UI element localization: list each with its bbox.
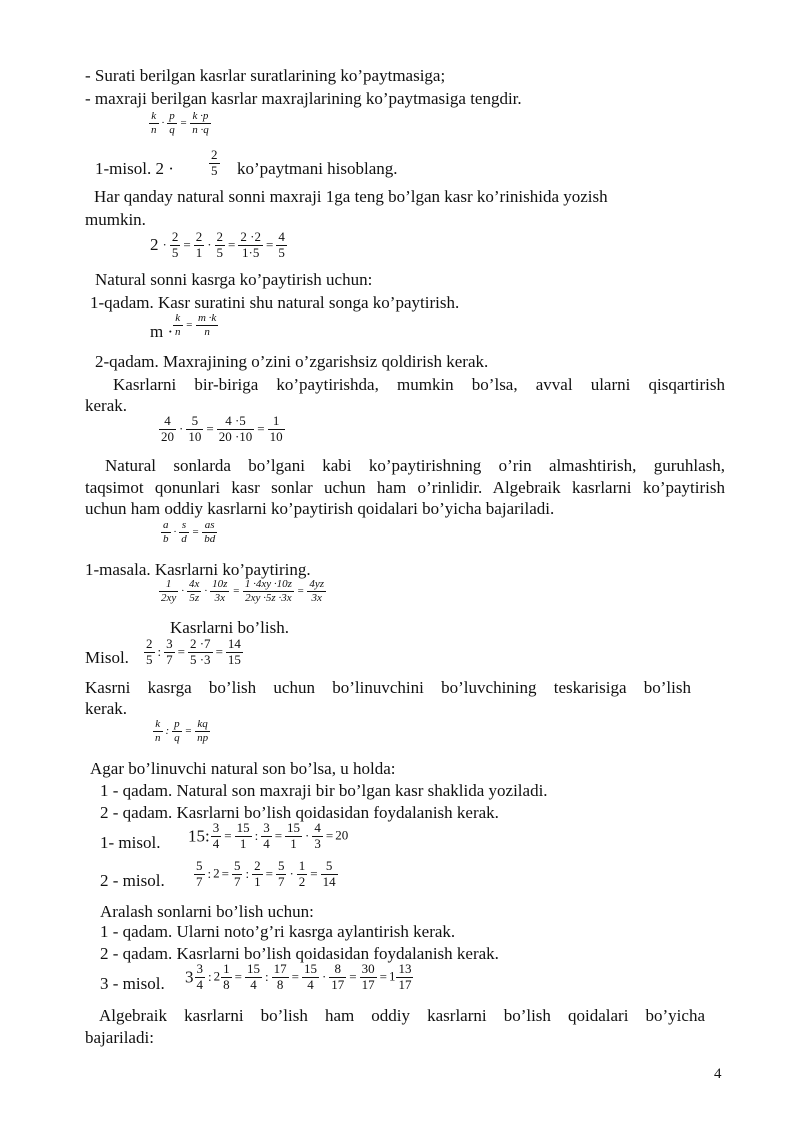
formula-division-example-2: $\frac{5}{7}$ : 2 = $\frac{5}{7}$ : $\frac{2}{1}$ = $\frac{5}{7}$ · $\frac{1}{2}$ = $\frac{5}{14}$ [196,858,336,889]
mixed-example-3-label: 3 - misol. [100,974,165,993]
division-example-2-label: 2 - misol. [100,871,165,890]
formula-m-times-fraction: $\frac{k}{n}$ = $\frac{m \cdot k}{n}$ [175,312,217,338]
paragraph-natural-a: Har qanday natural sonni maxraji 1ga teng bo’lgan kasr ko’rinishida yozish [94,187,608,206]
rule-line-numerator: - Surati berilgan kasrlar suratlarining ko’paytmasiga; [85,66,446,85]
heading-natural-times-fraction: Natural sonni kasrga ko’paytirish uchun: [95,270,373,289]
paragraph-laws-a: Natural sonlarda bo’lgani kabi ko’paytirishning o’rin almashtirish, guruhlash, [105,456,725,475]
formula-fraction-product: $\frac{k}{n}$ · $\frac{p}{q}$ = $\frac{k \cdot p}{n \cdot q}$ [151,110,209,136]
formula-reduce-example: $\frac{4}{20}$ · $\frac{5}{10}$ = $\frac{4 \cdot 5}{20 \cdot 10}$ = $\frac{1}{10}$ [161,413,283,444]
formula-division-general: $\frac{k}{n}$ : $\frac{p}{q}$ = $\frac{kq}{np}$ [155,718,209,744]
heading-natural-dividend: Agar bo’linuvchi natural son bo’lsa, u holda: [90,759,396,778]
paragraph-algebraic-division-a: Algebraik kasrlarni bo’lish ham oddiy kasrlarni bo’lish qoidalari bo’yicha [99,1006,705,1025]
paragraph-natural-b: mumkin. [85,210,146,229]
section-title-division: Kasrlarni bo’lish. [170,618,289,637]
paragraph-reduce-b: kerak. [85,396,128,415]
paragraph-algebraic-division-b: bajariladi: [85,1028,154,1047]
paragraph-laws-c: uchun ham oddiy kasrlarni ko’paytirish qoidalari bo’yicha bajariladi. [85,499,555,518]
formula-mixed-example-3: 3 $\frac{3}{4}$ : 2 $\frac{1}{8}$ = $\frac{15}{4}$ : $\frac{17}{8}$ = $\frac{15}{4}$ · $\frac{8}{17}$ = $\frac{30}{17}$ = 1 $\frac{13}{17}$ [185,961,412,992]
rule-line-denominator: - maxraji berilgan kasrlar maxrajlarining ko’paytmasiga tengdir. [85,89,522,108]
page-number: 4 [714,1066,722,1082]
formula-division-example-1: 15: $\frac{3}{4}$ = $\frac{15}{1}$ : $\frac{3}{4}$ = $\frac{15}{1}$ · $\frac{4}{3}$ = 20 [188,820,349,851]
paragraph-reduce-a: Kasrlarni bir-biriga ko’paytirishda, mumkin bo’lsa, avval ularni qisqartirish [113,375,725,394]
step-1: 1-qadam. Kasr suratini shu natural songa ko’paytirish. [90,293,460,312]
division-example-1-result: 20 [335,827,349,843]
heading-mixed-numbers: Aralash sonlarni bo’lish uchun: [100,902,314,921]
paragraph-division-rule-b: kerak. [85,699,128,718]
formula-division-example: $\frac{2}{5}$ : $\frac{3}{7}$ = $\frac{2 \cdot 7}{5 \cdot 3}$ = $\frac{14}{15}$ [146,636,241,667]
example-1-text: ko’paytmani hisoblang. [237,159,398,178]
paragraph-laws-b: taqsimot qonunlari kasr sonlar uchun ham o’rinlidir. Algebraik kasrlarni ko’paytirish [85,478,725,497]
formula-problem-1: $\frac{1}{2xy}$ · $\frac{4x}{5z}$ · $\frac{10z}{3x}$ = $\frac{1 \cdot 4xy \cdot 10z}{2xy \cdot 5z \cdot 3x}$ = $\frac{4yz}{3x}$ [161,578,325,604]
division-step-2: 2 - qadam. Kasrlarni bo’lish qoidasidan foydalanish kerak. [100,803,499,822]
paragraph-division-rule-a: Kasrni kasrga bo’lish uchun bo’linuvchini bo’luvchining teskarisiga bo’lish [85,678,691,697]
example-1-fraction: $\frac{2}{5}$ [211,147,218,178]
example-1-label: 1-misol. 2 · [95,159,174,178]
formula-m-label: m · [150,322,174,341]
problem-1-label: 1-masala. Kasrlarni ko’paytiring. [85,560,311,579]
step-2: 2-qadam. Maxrajining o’zini o’zgarishsiz qoldirish kerak. [95,352,489,371]
formula-algebraic-product: $\frac{a}{b}$ · $\frac{s}{d}$ = $\frac{as}{bd}$ [163,519,216,545]
division-example-label: Misol. [85,648,129,667]
division-example-1-label: 1- misol. [100,833,161,852]
mixed-step-1: 1 - qadam. Ularni noto’g’ri kasrga aylantirish kerak. [100,922,456,941]
mixed-step-2: 2 - qadam. Kasrlarni bo’lish qoidasidan foydalanish kerak. [100,944,499,963]
formula-natural-as-fraction: 2 · $\frac{2}{5}$ = $\frac{2}{1}$ · $\frac{2}{5}$ = $\frac{2 \cdot 2}{1\cdot 5}$ = $\frac{4}{5}$ [150,229,285,260]
division-step-1: 1 - qadam. Natural son maxraji bir bo’lgan kasr shaklida yoziladi. [100,781,548,800]
